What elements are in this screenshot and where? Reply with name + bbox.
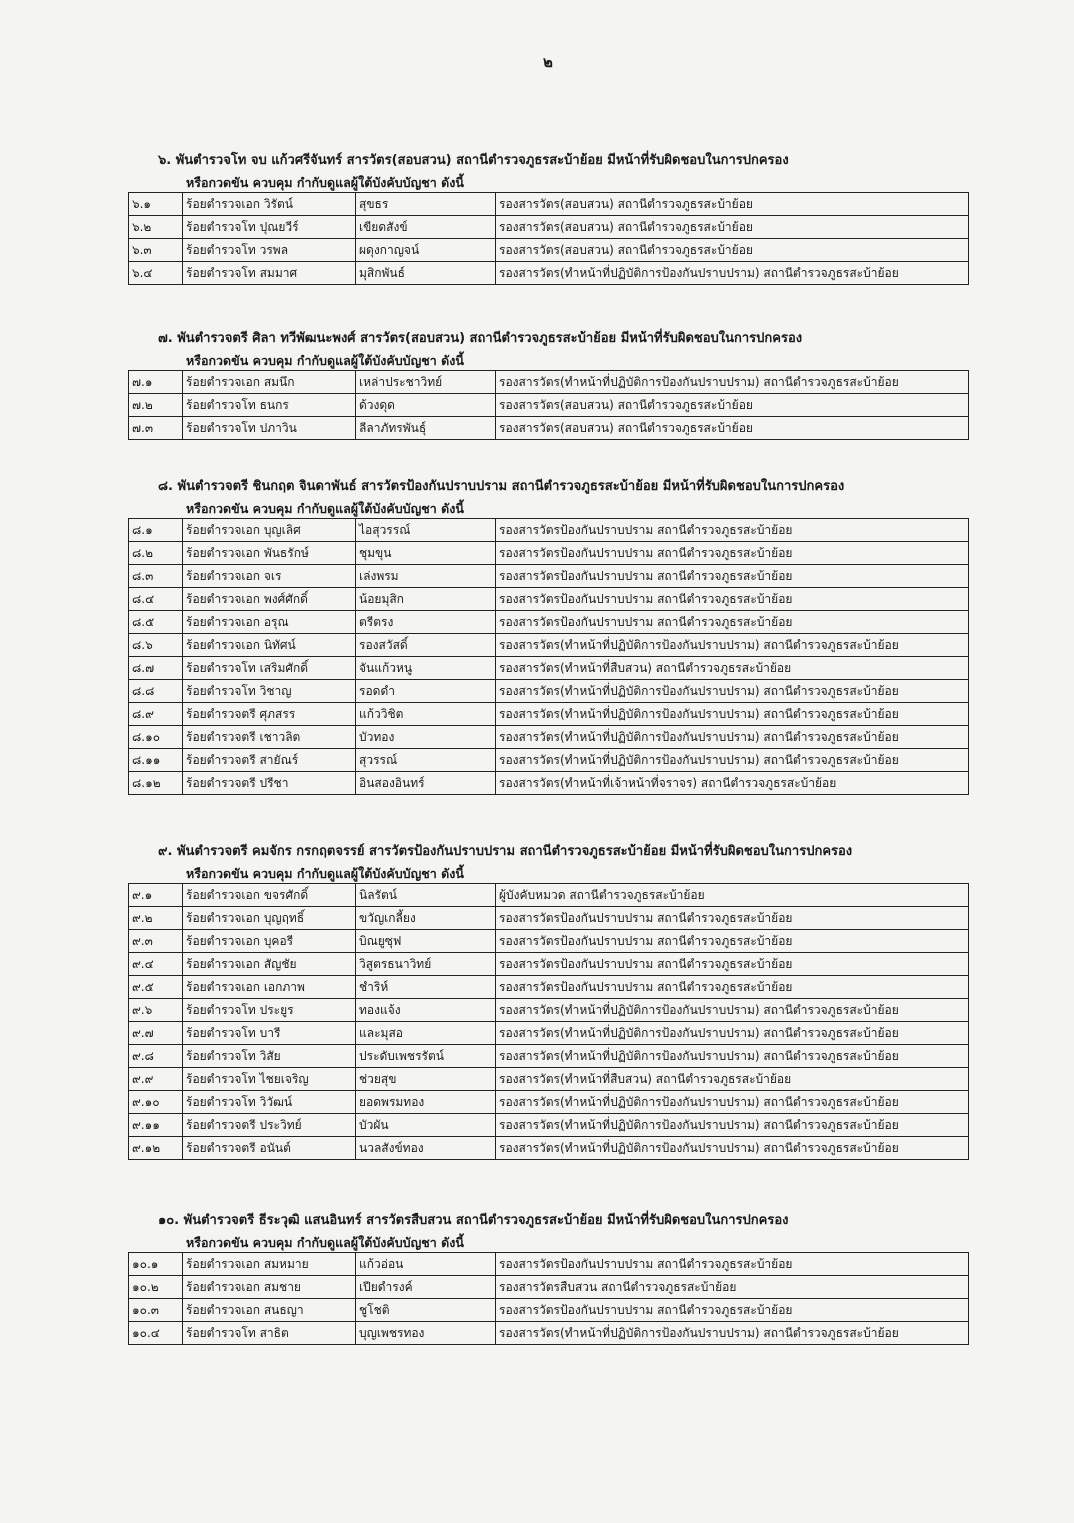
- row-number-cell: ๘.๖: [129, 634, 183, 657]
- rank-name-cell: ร้อยตำรวจตรี อนันต์: [183, 1137, 356, 1160]
- table-row: [129, 907, 969, 930]
- rank-name-cell: ร้อยตำรวจโท สมมาศ: [183, 262, 356, 285]
- table-row: [129, 749, 969, 772]
- surname-cell: ลีลาภัทรพันธุ์: [356, 417, 496, 440]
- table-row: [129, 371, 969, 394]
- table-row: [129, 1253, 969, 1276]
- surname-cell: นิลรัตน์: [356, 884, 496, 907]
- row-number-cell: ๙.๗: [129, 1022, 183, 1045]
- rank-name-cell: ร้อยตำรวจตรี ศุภสรร: [183, 703, 356, 726]
- position-cell: รองสารวัตร(ทำหน้าที่สืบสวน) สถานีตำรวจภูธรสะบ้าย้อย: [496, 657, 969, 680]
- section-heading: ๙. พันตำรวจตรี คมจักร กรกฤตจรรย์ สารวัตรป้องกันปราบปราม สถานีตำรวจภูธรสะบ้าย้อย มีหน้าที่รับผิดชอบในการปกครอง: [158, 844, 853, 859]
- rank-name-cell: ร้อยตำรวจโท วรพล: [183, 239, 356, 262]
- surname-cell: เหล่าประชาวิทย์: [356, 371, 496, 394]
- surname-cell: เขียดสังข์: [356, 216, 496, 239]
- table-row: [129, 588, 969, 611]
- surname-cell: บิณยูซุฟ: [356, 930, 496, 953]
- personnel-table: [128, 883, 969, 1160]
- rank-name-cell: ร้อยตำรวจเอก บุญเลิศ: [183, 519, 356, 542]
- row-number-cell: ๘.๑๐: [129, 726, 183, 749]
- row-number-cell: ๘.๒: [129, 542, 183, 565]
- rank-name-cell: ร้อยตำรวจเอก นิทัศน์: [183, 634, 356, 657]
- rank-name-cell: ร้อยตำรวจเอก สนธญา: [183, 1299, 356, 1322]
- position-cell: รองสารวัตร(ทำหน้าที่ปฏิบัติการป้องกันปราบปราม) สถานีตำรวจภูธรสะบ้าย้อย: [496, 634, 969, 657]
- position-cell: รองสารวัตรป้องกันปราบปราม สถานีตำรวจภูธรสะบ้าย้อย: [496, 519, 969, 542]
- page-number: ๒: [543, 53, 553, 71]
- section-subheading: หรือกวดขัน ควบคุม กำกับดูแลผู้ใต้บังคับบัญชา ดังนี้: [186, 1235, 464, 1250]
- position-cell: รองสารวัตร(ทำหน้าที่ปฏิบัติการป้องกันปราบปราม) สถานีตำรวจภูธรสะบ้าย้อย: [496, 999, 969, 1022]
- surname-cell: ช่วยสุข: [356, 1068, 496, 1091]
- row-number-cell: ๙.๑๑: [129, 1114, 183, 1137]
- row-number-cell: ๘.๔: [129, 588, 183, 611]
- rank-name-cell: ร้อยตำรวจโท บารี: [183, 1022, 356, 1045]
- surname-cell: ชูโชติ: [356, 1299, 496, 1322]
- personnel-table: [128, 518, 969, 795]
- row-number-cell: ๙.๙: [129, 1068, 183, 1091]
- rank-name-cell: ร้อยตำรวจเอก สมชาย: [183, 1276, 356, 1299]
- rank-name-cell: ร้อยตำรวจเอก พันธรักษ์: [183, 542, 356, 565]
- position-cell: รองสารวัตรป้องกันปราบปราม สถานีตำรวจภูธรสะบ้าย้อย: [496, 907, 969, 930]
- surname-cell: จันแก้วหนู: [356, 657, 496, 680]
- position-cell: รองสารวัตร(ทำหน้าที่ปฏิบัติการป้องกันปราบปราม) สถานีตำรวจภูธรสะบ้าย้อย: [496, 371, 969, 394]
- surname-cell: และมุสอ: [356, 1022, 496, 1045]
- row-number-cell: ๑๐.๓: [129, 1299, 183, 1322]
- row-number-cell: ๖.๑: [129, 193, 183, 216]
- table-row: [129, 634, 969, 657]
- row-number-cell: ๖.๔: [129, 262, 183, 285]
- table-row: [129, 999, 969, 1022]
- rank-name-cell: ร้อยตำรวจเอก วิรัตน์: [183, 193, 356, 216]
- table-row: [129, 703, 969, 726]
- row-number-cell: ๑๐.๑: [129, 1253, 183, 1276]
- personnel-table: [128, 1252, 969, 1345]
- section-subheading: หรือกวดขัน ควบคุม กำกับดูแลผู้ใต้บังคับบัญชา ดังนี้: [186, 175, 464, 190]
- row-number-cell: ๙.๑: [129, 884, 183, 907]
- section-10: [128, 1212, 968, 1345]
- row-number-cell: ๘.๑๒: [129, 772, 183, 795]
- section-subheading: หรือกวดขัน ควบคุม กำกับดูแลผู้ใต้บังคับบัญชา ดังนี้: [186, 866, 464, 881]
- position-cell: รองสารวัตร(สอบสวน) สถานีตำรวจภูธรสะบ้าย้อย: [496, 239, 969, 262]
- surname-cell: แก้ววิชิต: [356, 703, 496, 726]
- section-heading: ๑๐. พันตำรวจตรี ธีระวุฒิ แสนอินทร์ สารวัตรสืบสวน สถานีตำรวจภูธรสะบ้าย้อย มีหน้าที่รับผิดชอบในการปกครอง: [158, 1213, 789, 1228]
- surname-cell: ผดุงกาญจน์: [356, 239, 496, 262]
- position-cell: รองสารวัตรป้องกันปราบปราม สถานีตำรวจภูธรสะบ้าย้อย: [496, 611, 969, 634]
- rank-name-cell: ร้อยตำรวจเอก บุคอรี: [183, 930, 356, 953]
- surname-cell: นวลสังข์ทอง: [356, 1137, 496, 1160]
- rank-name-cell: ร้อยตำรวจเอก พงศ์ศักดิ์: [183, 588, 356, 611]
- table-row: [129, 680, 969, 703]
- row-number-cell: ๘.๘: [129, 680, 183, 703]
- row-number-cell: ๘.๑: [129, 519, 183, 542]
- personnel-table: [128, 192, 969, 285]
- table-row: [129, 884, 969, 907]
- row-number-cell: ๘.๑๑: [129, 749, 183, 772]
- section-7: [128, 330, 968, 440]
- row-number-cell: ๙.๕: [129, 976, 183, 999]
- table-row: [129, 262, 969, 285]
- rank-name-cell: ร้อยตำรวจตรี ประวิทย์: [183, 1114, 356, 1137]
- rank-name-cell: ร้อยตำรวจเอก สัญชัย: [183, 953, 356, 976]
- surname-cell: ขวัญเกลี้ยง: [356, 907, 496, 930]
- section-heading: ๘. พันตำรวจตรี ชินกฤต จินดาพันธ์ สารวัตรป้องกันปราบปราม สถานีตำรวจภูธรสะบ้าย้อย มีหน้าที่รับผิดชอบในการปกครอง: [158, 479, 845, 494]
- section-subheading: หรือกวดขัน ควบคุม กำกับดูแลผู้ใต้บังคับบัญชา ดังนี้: [186, 501, 464, 516]
- surname-cell: ยอดพรมทอง: [356, 1091, 496, 1114]
- table-row: [129, 1322, 969, 1345]
- table-row: [129, 417, 969, 440]
- surname-cell: เปียดำรงค์: [356, 1276, 496, 1299]
- position-cell: รองสารวัตรป้องกันปราบปราม สถานีตำรวจภูธรสะบ้าย้อย: [496, 930, 969, 953]
- surname-cell: บัวผัน: [356, 1114, 496, 1137]
- position-cell: รองสารวัตร(ทำหน้าที่ปฏิบัติการป้องกันปราบปราม) สถานีตำรวจภูธรสะบ้าย้อย: [496, 1045, 969, 1068]
- surname-cell: ชุมขุน: [356, 542, 496, 565]
- table-row: [129, 1276, 969, 1299]
- table-row: [129, 1068, 969, 1091]
- section-subheading: หรือกวดขัน ควบคุม กำกับดูแลผู้ใต้บังคับบัญชา ดังนี้: [186, 353, 464, 368]
- table-row: [129, 565, 969, 588]
- row-number-cell: ๘.๓: [129, 565, 183, 588]
- row-number-cell: ๖.๒: [129, 216, 183, 239]
- rank-name-cell: ร้อยตำรวจโท ประยูร: [183, 999, 356, 1022]
- rank-name-cell: ร้อยตำรวจเอก บุญฤทธิ์: [183, 907, 356, 930]
- section-6: [128, 152, 968, 285]
- rank-name-cell: ร้อยตำรวจโท ปภาวิน: [183, 417, 356, 440]
- table-row: [129, 1045, 969, 1068]
- surname-cell: สุขธร: [356, 193, 496, 216]
- surname-cell: มุสิกพันธ์: [356, 262, 496, 285]
- table-row: [129, 1137, 969, 1160]
- row-number-cell: ๙.๒: [129, 907, 183, 930]
- table-row: [129, 953, 969, 976]
- rank-name-cell: ร้อยตำรวจเอก สมหมาย: [183, 1253, 356, 1276]
- rank-name-cell: ร้อยตำรวจเอก ขจรศักดิ์: [183, 884, 356, 907]
- surname-cell: เล่งพรม: [356, 565, 496, 588]
- table-row: [129, 1022, 969, 1045]
- surname-cell: ด้วงดุด: [356, 394, 496, 417]
- surname-cell: ทองแจ้ง: [356, 999, 496, 1022]
- position-cell: รองสารวัตร(ทำหน้าที่ปฏิบัติการป้องกันปราบปราม) สถานีตำรวจภูธรสะบ้าย้อย: [496, 262, 969, 285]
- rank-name-cell: ร้อยตำรวจเอก เอกภาพ: [183, 976, 356, 999]
- row-number-cell: ๗.๑: [129, 371, 183, 394]
- position-cell: รองสารวัตรสืบสวน สถานีตำรวจภูธรสะบ้าย้อย: [496, 1276, 969, 1299]
- position-cell: รองสารวัตร(สอบสวน) สถานีตำรวจภูธรสะบ้าย้อย: [496, 417, 969, 440]
- surname-cell: วิสูตรธนาวิทย์: [356, 953, 496, 976]
- table-row: [129, 239, 969, 262]
- surname-cell: ไอสุวรรณ์: [356, 519, 496, 542]
- position-cell: รองสารวัตร(ทำหน้าที่ปฏิบัติการป้องกันปราบปราม) สถานีตำรวจภูธรสะบ้าย้อย: [496, 680, 969, 703]
- rank-name-cell: ร้อยตำรวจโท วิชาญ: [183, 680, 356, 703]
- table-row: [129, 216, 969, 239]
- row-number-cell: ๖.๓: [129, 239, 183, 262]
- rank-name-cell: ร้อยตำรวจตรี เชาวลิต: [183, 726, 356, 749]
- row-number-cell: ๘.๙: [129, 703, 183, 726]
- rank-name-cell: ร้อยตำรวจโท ธนกร: [183, 394, 356, 417]
- row-number-cell: ๑๐.๔: [129, 1322, 183, 1345]
- row-number-cell: ๙.๑๒: [129, 1137, 183, 1160]
- surname-cell: บุญเพชรทอง: [356, 1322, 496, 1345]
- rank-name-cell: ร้อยตำรวจโท วิวัฒน์: [183, 1091, 356, 1114]
- table-row: [129, 657, 969, 680]
- personnel-table: [128, 370, 969, 440]
- table-row: [129, 976, 969, 999]
- surname-cell: ตรีตรง: [356, 611, 496, 634]
- row-number-cell: ๗.๒: [129, 394, 183, 417]
- row-number-cell: ๘.๕: [129, 611, 183, 634]
- table-row: [129, 519, 969, 542]
- position-cell: รองสารวัตรป้องกันปราบปราม สถานีตำรวจภูธรสะบ้าย้อย: [496, 565, 969, 588]
- table-row: [129, 1114, 969, 1137]
- row-number-cell: ๘.๗: [129, 657, 183, 680]
- row-number-cell: ๙.๖: [129, 999, 183, 1022]
- position-cell: รองสารวัตร(ทำหน้าที่สืบสวน) สถานีตำรวจภูธรสะบ้าย้อย: [496, 1068, 969, 1091]
- position-cell: รองสารวัตรป้องกันปราบปราม สถานีตำรวจภูธรสะบ้าย้อย: [496, 953, 969, 976]
- position-cell: รองสารวัตร(สอบสวน) สถานีตำรวจภูธรสะบ้าย้อย: [496, 394, 969, 417]
- row-number-cell: ๑๐.๒: [129, 1276, 183, 1299]
- rank-name-cell: ร้อยตำรวจตรี ปรีชา: [183, 772, 356, 795]
- section-heading: ๖. พันตำรวจโท จบ แก้วศรีจันทร์ สารวัตร(สอบสวน) สถานีตำรวจภูธรสะบ้าย้อย มีหน้าที่รับผิดชอบในการปกครอง: [158, 153, 789, 168]
- surname-cell: สุวรรณ์: [356, 749, 496, 772]
- position-cell: รองสารวัตร(ทำหน้าที่ปฏิบัติการป้องกันปราบปราม) สถานีตำรวจภูธรสะบ้าย้อย: [496, 749, 969, 772]
- section-heading: ๗. พันตำรวจตรี ศิลา ทวีพัฒนะพงศ์ สารวัตร(สอบสวน) สถานีตำรวจภูธรสะบ้าย้อย มีหน้าที่รับผิดชอบในการปกครอง: [158, 331, 803, 346]
- surname-cell: ประดับเพชรรัตน์: [356, 1045, 496, 1068]
- table-row: [129, 930, 969, 953]
- position-cell: รองสารวัตร(ทำหน้าที่ปฏิบัติการป้องกันปราบปราม) สถานีตำรวจภูธรสะบ้าย้อย: [496, 1091, 969, 1114]
- row-number-cell: ๙.๔: [129, 953, 183, 976]
- surname-cell: แก้วอ่อน: [356, 1253, 496, 1276]
- section-9: [128, 843, 968, 1160]
- rank-name-cell: ร้อยตำรวจโท วิสัย: [183, 1045, 356, 1068]
- rank-name-cell: ร้อยตำรวจเอก จเร: [183, 565, 356, 588]
- rank-name-cell: ร้อยตำรวจเอก อรุณ: [183, 611, 356, 634]
- position-cell: รองสารวัตร(ทำหน้าที่ปฏิบัติการป้องกันปราบปราม) สถานีตำรวจภูธรสะบ้าย้อย: [496, 1322, 969, 1345]
- table-row: [129, 542, 969, 565]
- position-cell: รองสารวัตรป้องกันปราบปราม สถานีตำรวจภูธรสะบ้าย้อย: [496, 588, 969, 611]
- table-row: [129, 611, 969, 634]
- position-cell: รองสารวัตร(ทำหน้าที่ปฏิบัติการป้องกันปราบปราม) สถานีตำรวจภูธรสะบ้าย้อย: [496, 726, 969, 749]
- row-number-cell: ๙.๓: [129, 930, 183, 953]
- rank-name-cell: ร้อยตำรวจโท สาธิต: [183, 1322, 356, 1345]
- table-row: [129, 1091, 969, 1114]
- section-8: [128, 478, 968, 795]
- table-row: [129, 193, 969, 216]
- surname-cell: อินสองอินทร์: [356, 772, 496, 795]
- surname-cell: บัวทอง: [356, 726, 496, 749]
- row-number-cell: ๙.๘: [129, 1045, 183, 1068]
- position-cell: รองสารวัตร(ทำหน้าที่ปฏิบัติการป้องกันปราบปราม) สถานีตำรวจภูธรสะบ้าย้อย: [496, 1022, 969, 1045]
- rank-name-cell: ร้อยตำรวจตรี สายัณร์: [183, 749, 356, 772]
- position-cell: รองสารวัตรป้องกันปราบปราม สถานีตำรวจภูธรสะบ้าย้อย: [496, 976, 969, 999]
- table-row: [129, 1299, 969, 1322]
- position-cell: รองสารวัตร(สอบสวน) สถานีตำรวจภูธรสะบ้าย้อย: [496, 193, 969, 216]
- surname-cell: น้อยมุสิก: [356, 588, 496, 611]
- rank-name-cell: ร้อยตำรวจเอก สมนึก: [183, 371, 356, 394]
- row-number-cell: ๗.๓: [129, 417, 183, 440]
- position-cell: รองสารวัตรป้องกันปราบปราม สถานีตำรวจภูธรสะบ้าย้อย: [496, 1299, 969, 1322]
- table-row: [129, 726, 969, 749]
- position-cell: ผู้บังคับหมวด สถานีตำรวจภูธรสะบ้าย้อย: [496, 884, 969, 907]
- position-cell: รองสารวัตร(ทำหน้าที่ปฏิบัติการป้องกันปราบปราม) สถานีตำรวจภูธรสะบ้าย้อย: [496, 703, 969, 726]
- position-cell: รองสารวัตร(ทำหน้าที่เจ้าหน้าที่จราจร) สถานีตำรวจภูธรสะบ้าย้อย: [496, 772, 969, 795]
- rank-name-cell: ร้อยตำรวจโท เสริมศักดิ์: [183, 657, 356, 680]
- position-cell: รองสารวัตร(ทำหน้าที่ปฏิบัติการป้องกันปราบปราม) สถานีตำรวจภูธรสะบ้าย้อย: [496, 1137, 969, 1160]
- surname-cell: ชำริห์: [356, 976, 496, 999]
- rank-name-cell: ร้อยตำรวจโท ไชยเจริญ: [183, 1068, 356, 1091]
- rank-name-cell: ร้อยตำรวจโท ปุณยวีร์: [183, 216, 356, 239]
- position-cell: รองสารวัตร(สอบสวน) สถานีตำรวจภูธรสะบ้าย้อย: [496, 216, 969, 239]
- table-row: [129, 394, 969, 417]
- position-cell: รองสารวัตรป้องกันปราบปราม สถานีตำรวจภูธรสะบ้าย้อย: [496, 542, 969, 565]
- position-cell: รองสารวัตร(ทำหน้าที่ปฏิบัติการป้องกันปราบปราม) สถานีตำรวจภูธรสะบ้าย้อย: [496, 1114, 969, 1137]
- position-cell: รองสารวัตรป้องกันปราบปราม สถานีตำรวจภูธรสะบ้าย้อย: [496, 1253, 969, 1276]
- table-row: [129, 772, 969, 795]
- surname-cell: รองสวัสดิ์: [356, 634, 496, 657]
- row-number-cell: ๙.๑๐: [129, 1091, 183, 1114]
- surname-cell: รอดดำ: [356, 680, 496, 703]
